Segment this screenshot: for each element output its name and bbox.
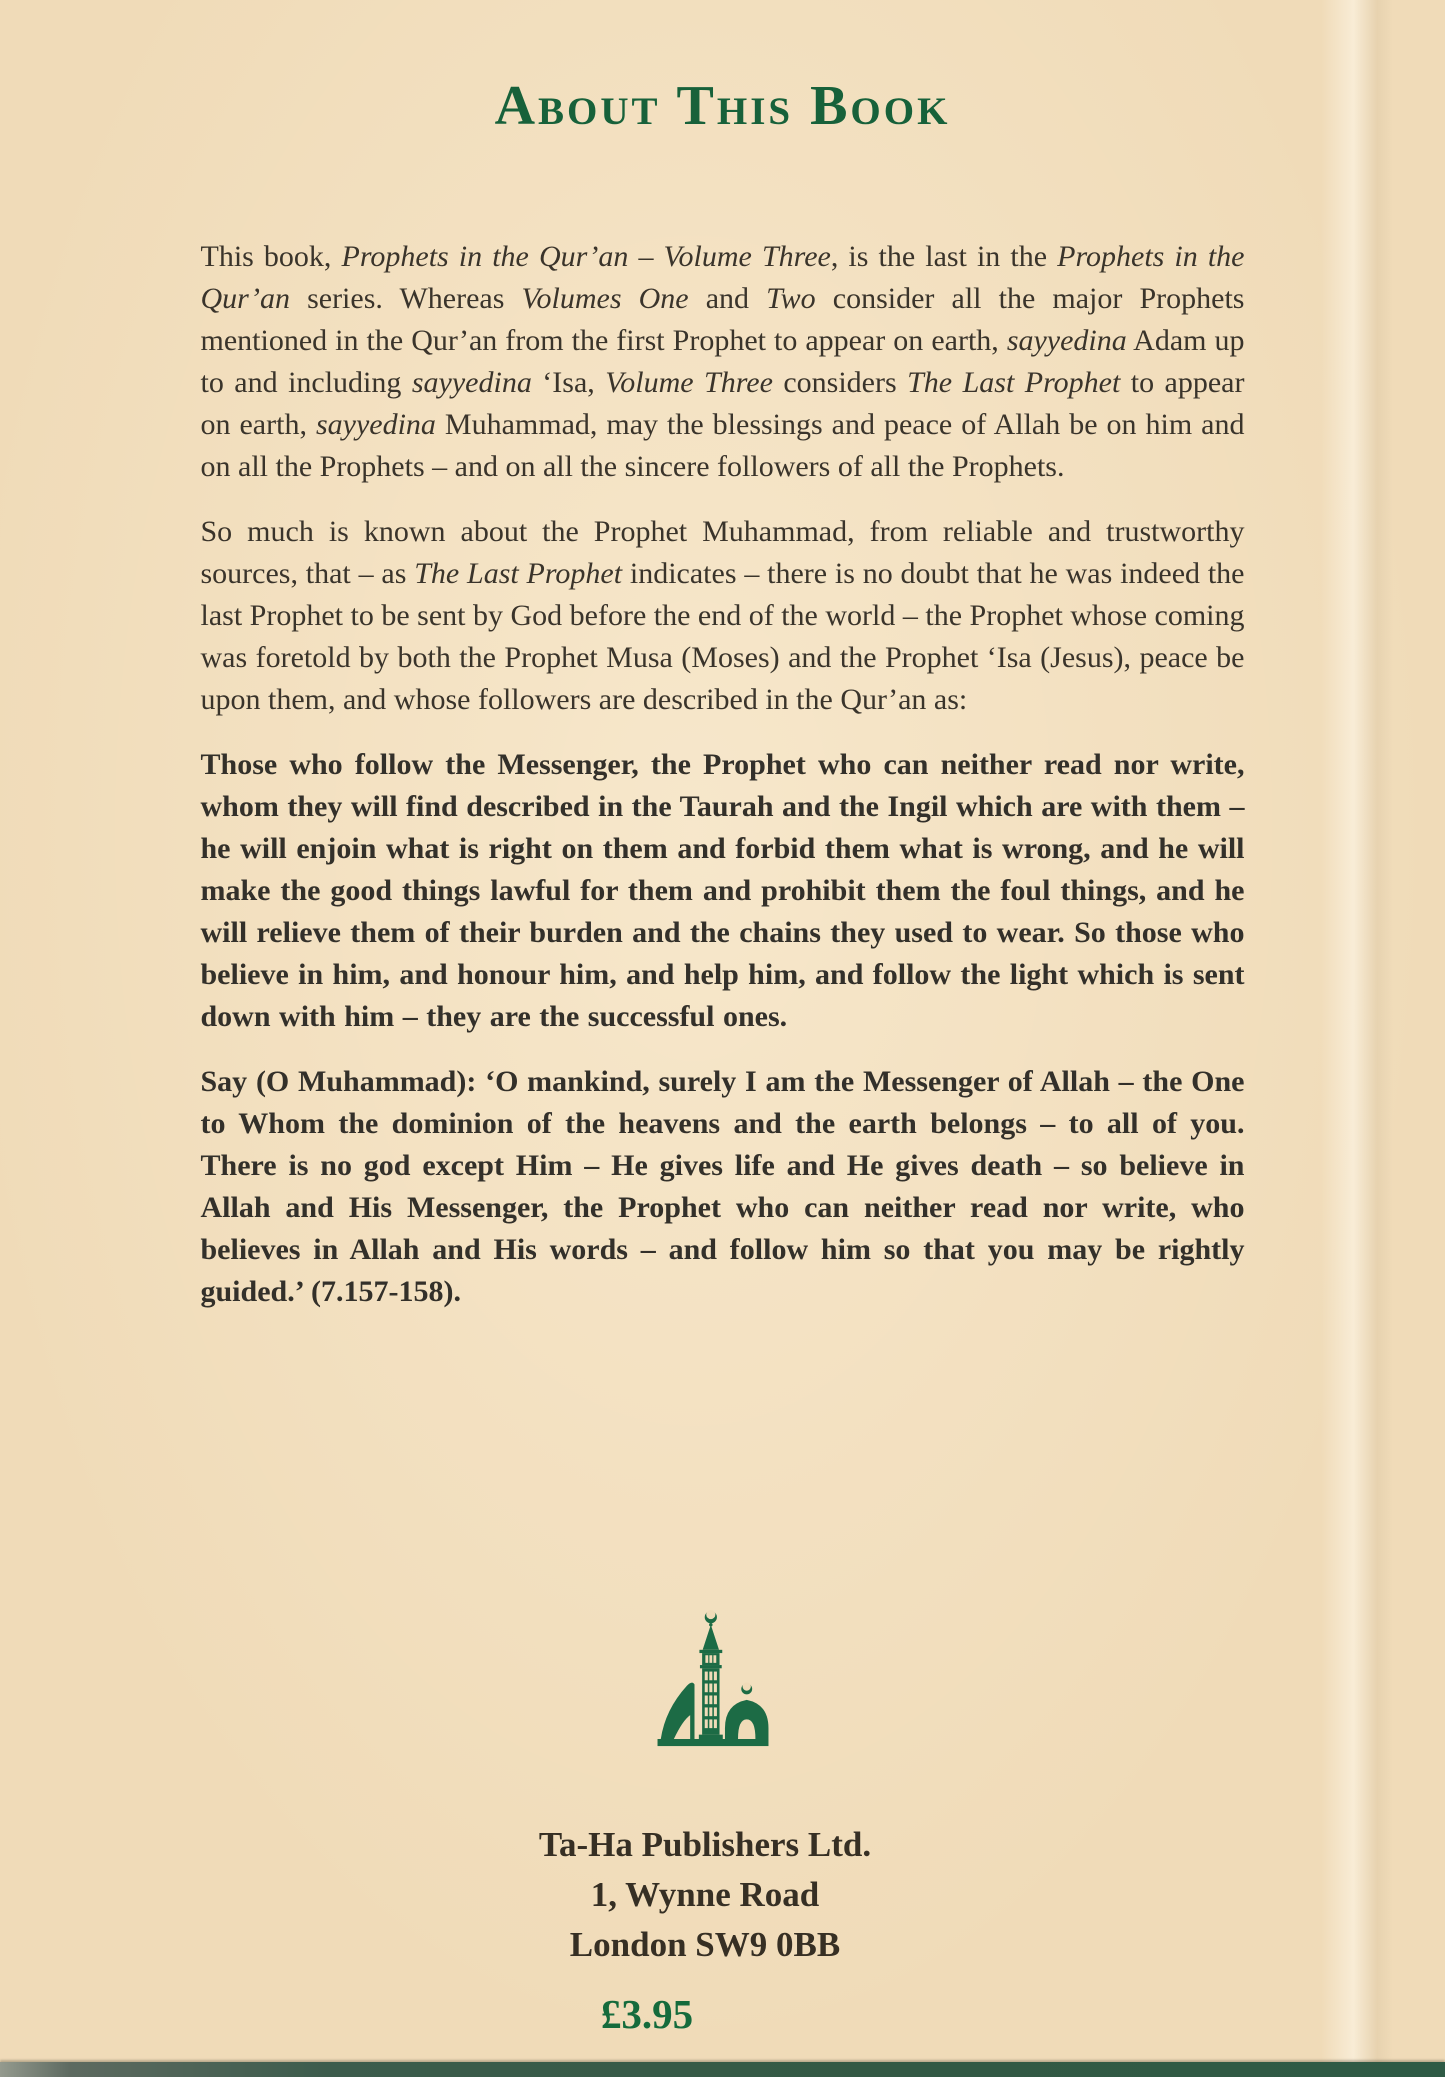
bottom-edge-strip [0, 2062, 1445, 2077]
quote-paragraph: Say (O Muhammad): ‘O mankind, surely I am the Messenger of Allah – the One to Whom the dominion of the heavens and the earth belongs – to all of you. There is no god except Him – He gives life and He gives death – so believe in Allah and His Messenger, the Prophet who can neither read nor write, who believes in Allah and His words – and follow him so that you may be rightly guided.’ (7.157-158). [200, 1065, 1245, 1308]
about-text-block [201, 236, 1245, 1313]
page-title: About This Book [494, 75, 951, 137]
minaret-and-dome-icon [651, 1602, 775, 1752]
publisher-logo [651, 1602, 775, 1752]
publisher-block [0, 1820, 1410, 1970]
body-paragraph: So much is known about the Prophet Muhammad, from reliable and trustworthy sources, that – as The Last Prophet indicates – there is no doubt that he was indeed the last Prophet to be sent by God before the end of the world – the Prophet whose coming was foretold by both the Prophet Musa (Moses) and the Prophet ‘Isa (Jesus), peace be upon them, and whose followers are described in the Qur’an as: [200, 515, 1245, 716]
quote-paragraph: Those who follow the Messenger, the Prophet who can neither read nor write, whom they will find described in the Taurah and the Ingil which are with them – he will enjoin what is right on them and forbid them what is wrong, and he will make the good things lawful for them and prohibit them the foul things, and he will relieve them of their burden and the chains they used to wear. So those who believe in him, and honour him, and help him, and follow the light which is sent down with him – they are the successful ones. [200, 748, 1245, 1033]
publisher-address-line2: London SW9 0BB [569, 1925, 841, 1964]
publisher-name: Ta-Ha Publishers Ltd. [538, 1825, 872, 1864]
cover-crease [1321, 0, 1393, 2077]
price: £3.95 [600, 1991, 694, 2037]
body-paragraph: This book, Prophets in the Qur’an – Volume Three, is the last in the Prophets in the Qur’an series. Whereas Volumes One and Two consider all the major Prophets mentioned in the Qur’an from the first Prophet to appear on earth, sayyedina Adam up to and including sayyedina ‘Isa, Volume Three considers The Last Prophet to appear on earth, sayyedina Muhammad, may the blessings and peace of Allah be on him and on all the Prophets – and on all the sincere followers of all the Prophets. [200, 240, 1245, 483]
publisher-address-line1: 1, Wynne Road [590, 1875, 820, 1914]
